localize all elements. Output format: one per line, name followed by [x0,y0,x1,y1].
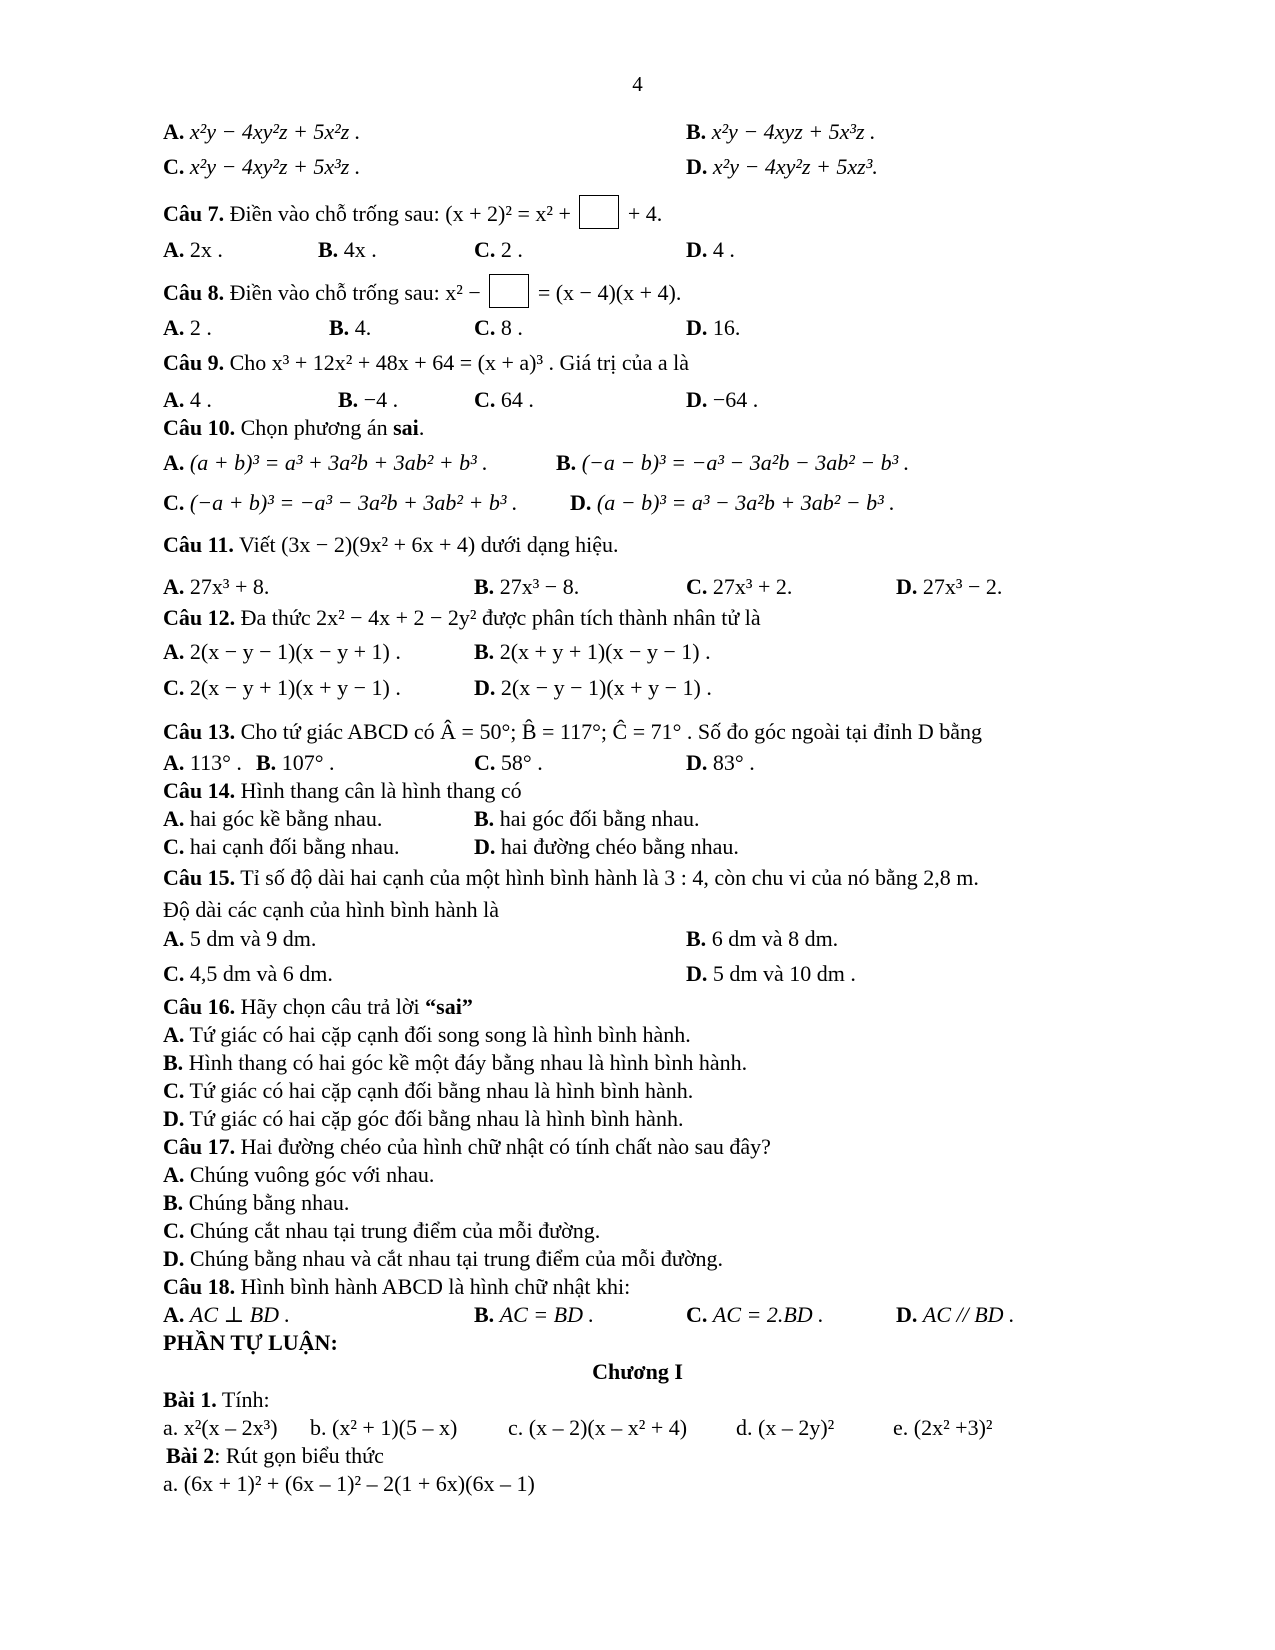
q17-option-c: C. Chúng cắt nhau tại trung điểm của mỗi đường. [163,1218,601,1243]
q11-option-b: B. 27x³ − 8. [474,574,580,599]
question-label: Câu 10. [163,415,236,440]
option-label: B. [686,119,707,144]
option-label: D. [686,154,708,179]
q16-option-a: A. Tứ giác có hai cặp cạnh đối song song là hình bình hành. [163,1022,691,1047]
exercise-text: Tính: [221,1387,270,1412]
bai2-heading [166,1442,384,1470]
option-text: x²y − 4xy²z + 5xz³. [712,154,878,179]
question-text: Viết (3x − 2)(9x² + 6x + 4) dưới dạng hiệu. [239,532,619,557]
q14-option-c: C. hai cạnh đối bằng nhau. [163,834,400,859]
q16-option-b: B. Hình thang có hai góc kề một đáy bằng nhau là hình bình hành. [163,1050,748,1075]
question-text: Hình thang cân là hình thang có [240,778,522,803]
bai1-item-d: d. (x – 2y)² [736,1415,835,1440]
q18-option-d: D. AC // BD . [896,1302,1015,1327]
q7-option-a: A. 2x . [163,237,223,262]
q12-option-a: A. 2(x − y − 1)(x − y + 1) . [163,639,401,664]
question-text: Hình bình hành ABCD là hình chữ nhật khi: [240,1274,631,1299]
question-label: Câu 11. [163,532,234,557]
q7-option-c: C. 2 . [474,237,523,262]
q18-stem [163,1273,630,1301]
q10-option-c: C. (−a + b)³ = −a³ − 3a²b + 3ab² + b³ . [163,490,518,515]
q6-row-1 [163,118,360,146]
q16-option-c: C. Tứ giác có hai cặp cạnh đối bằng nhau là hình bình hành. [163,1078,694,1103]
option-text: x²y − 4xy²z + 5x³z . [189,154,361,179]
q13-option-d: D. 83° . [686,750,755,775]
q11-stem [163,531,619,559]
option-label: C. [163,154,185,179]
option-text: x²y − 4xyz + 5x³z . [711,119,876,144]
q12-stem [163,604,761,632]
option-text: x²y − 4xy²z + 5x²z . [189,119,361,144]
question-text: Cho tứ giác ABCD có Â = 50°; B̂ = 117°; Ĉ = 71° . Số đo góc ngoài tại đỉnh D bằng [240,719,983,744]
blank-box [489,274,529,308]
q11-option-d: D. 27x³ − 2. [896,574,1003,599]
q15-stem [163,864,979,892]
exercise-label: Bài 1. [163,1387,217,1412]
q16-stem [163,993,473,1021]
q12-option-c: C. 2(x − y + 1)(x + y − 1) . [163,675,401,700]
bai1-item-b: b. (x² + 1)(5 – x) [310,1415,458,1440]
q8-option-c: C. 8 . [474,315,523,340]
q14-option-d: D. hai đường chéo bằng nhau. [474,834,739,859]
q14-option-a: A. hai góc kề bằng nhau. [163,806,383,831]
q11-option-c: C. 27x³ + 2. [686,574,793,599]
q9-stem [163,349,689,377]
question-text: Điền vào chỗ trống sau: x² − [229,280,481,305]
question-text: Tỉ số độ dài hai cạnh của một hình bình hành là 3 : 4, còn chu vi của nó bằng 2,8 m. [240,865,979,890]
q8-option-d: D. 16. [686,315,741,340]
question-emphasis: sai [393,415,419,440]
q17-option-b: B. Chúng bằng nhau. [163,1190,350,1215]
question-label: Câu 16. [163,994,236,1019]
question-text: Điền vào chỗ trống sau: (x + 2)² = x² + [229,201,571,226]
q6-option-d [686,153,878,181]
blank-box [579,195,619,229]
bai2-item-a: a. (6x + 1)² + (6x – 1)² – 2(1 + 6x)(6x – 1) [163,1471,535,1496]
q15-option-d: D. 5 dm và 10 dm . [686,961,856,986]
q17-stem [163,1133,771,1161]
q8-stem [163,274,681,308]
q17-option-d: D. Chúng bằng nhau và cắt nhau tại trung điểm của mỗi đường. [163,1246,723,1271]
question-label: Câu 14. [163,778,236,803]
q14-option-b: B. hai góc đối bằng nhau. [474,806,700,831]
q15-option-a: A. 5 dm và 9 dm. [163,926,317,951]
question-text: Chọn phương án [240,415,388,440]
section-title: PHẦN TỰ LUẬN: [163,1330,338,1355]
q12-option-d: D. 2(x − y − 1)(x + y − 1) . [474,675,712,700]
q11-option-a: A. 27x³ + 8. [163,574,270,599]
question-text-end: + 4. [627,201,663,226]
q18-option-c: C. AC = 2.BD . [686,1302,824,1327]
q18-option-a: A. AC ⊥ BD . [163,1302,291,1327]
exercise-label: Bài 2 [166,1443,215,1468]
q9-option-d: D. −64 . [686,387,759,412]
exercise-text: : Rút gọn biểu thức [214,1443,384,1468]
question-label: Câu 8. [163,280,225,305]
question-label: Câu 17. [163,1134,236,1159]
q13-stem [163,718,982,746]
q9-option-a: A. 4 . [163,387,212,412]
q15-option-c: C. 4,5 dm và 6 dm. [163,961,333,986]
bai1-item-a: a. x²(x – 2x³) [163,1415,278,1440]
q16-option-d: D. Tứ giác có hai cặp góc đối bằng nhau là hình bình hành. [163,1106,684,1131]
question-emphasis: “sai” [425,994,473,1019]
q12-option-b: B. 2(x + y + 1)(x − y − 1) . [474,639,711,664]
q8-option-a: A. 2 . [163,315,212,340]
chapter-title: Chương I [592,1359,683,1384]
q13-option-b: B. 107° . [256,750,335,775]
question-text: Cho x³ + 12x² + 48x + 64 = (x + a)³ . Giá trị của a là [229,350,690,375]
question-label: Câu 12. [163,605,236,630]
q8-option-b: B. 4. [329,315,372,340]
q6-option-b [686,118,876,146]
q7-stem [163,195,662,229]
question-label: Câu 13. [163,719,236,744]
question-text-end: = (x − 4)(x + 4). [537,280,682,305]
q6-option-c [163,153,360,181]
question-text: Đa thức 2x² − 4x + 2 − 2y² được phân tích thành nhân tử là [240,605,761,630]
question-label: Câu 9. [163,350,225,375]
question-label: Câu 15. [163,865,236,890]
question-label: Câu 18. [163,1274,236,1299]
q9-option-c: C. 64 . [474,387,534,412]
question-text: Hai đường chéo của hình chữ nhật có tính chất nào sau đây? [240,1134,771,1159]
q13-option-c: C. 58° . [474,750,543,775]
question-label: Câu 7. [163,201,225,226]
q7-option-b: B. 4x . [318,237,377,262]
q14-stem [163,777,522,805]
q15-option-b: B. 6 dm và 8 dm. [686,926,839,951]
bai1-item-e: e. (2x² +3)² [893,1415,993,1440]
bai1-item-c: c. (x – 2)(x – x² + 4) [508,1415,688,1440]
q13-option-a: A. 113° . [163,750,242,775]
page-number: 4 [632,72,643,96]
q18-option-b: B. AC = BD . [474,1302,594,1327]
q17-option-a: A. Chúng vuông góc với nhau. [163,1162,435,1187]
q10-stem: Câu 10. Chọn phương án sai. [163,415,425,440]
option-label: A. [163,119,185,144]
q10-option-b: B. (−a − b)³ = −a³ − 3a²b − 3ab² − b³ . [556,450,910,475]
q10-option-a: A. (a + b)³ = a³ + 3a²b + 3ab² + b³ . [163,450,488,475]
q7-option-d: D. 4 . [686,237,735,262]
q15-stem-2: Độ dài các cạnh của hình bình hành là [163,897,499,922]
bai1-heading [163,1386,270,1414]
q10-option-d: D. (a − b)³ = a³ − 3a²b + 3ab² − b³ . [570,490,895,515]
question-text: Hãy chọn câu trả lời [240,994,420,1019]
q9-option-b: B. −4 . [338,387,399,412]
